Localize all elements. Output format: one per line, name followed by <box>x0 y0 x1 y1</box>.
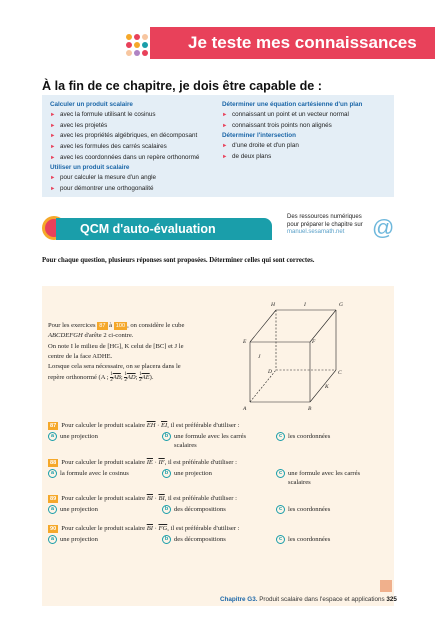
question-text: Pour calculer le produit scalaire <box>61 525 147 532</box>
option-letter: a <box>48 535 57 544</box>
cube-label-e: E <box>243 339 247 345</box>
question-90: 90 Pour calculer le produit scalaire $\overline{BI} \cdot \overline{FG}$, il est préférable d'utiliser : a une projection b des décompositions c les coordonnées <box>50 525 331 543</box>
objective-heading: Calculer un produit scalaire <box>50 101 133 108</box>
question-number: 88 <box>50 460 57 466</box>
objective-heading: Utiliser un produit scalaire <box>50 164 130 172</box>
question-text: , il est préférable d'utiliser : <box>164 459 237 466</box>
objective-item: ► pour démontrer une orthogonalité <box>50 184 220 195</box>
question-87: 87 Pour calculer le produit scalaire $\overline{EH} \cdot \overline{EI}$, il est préférable d'utiliser : a une projection b une formule avec les carrés scalaires c les coordonnées <box>50 422 331 449</box>
vector: $\overline{BI}$ <box>146 525 153 532</box>
statement-text: On note I le milieu de [HG], K celui de [BC] et J le <box>48 342 184 350</box>
resources-note <box>287 214 363 237</box>
option-c[interactable] <box>276 469 386 487</box>
statement-text: repère orthonormé (A ; <box>48 374 111 382</box>
cube-name: ABCDEFGH <box>48 332 83 340</box>
question-number: 87 <box>50 423 57 429</box>
option-letter: b <box>162 505 171 514</box>
option-text: une formule avec les carrés scalaires <box>174 433 247 449</box>
option-b[interactable] <box>162 469 212 478</box>
objective-item: ► connaissant un point et un vecteur normal <box>222 110 390 121</box>
objective-item: ► de deux plans <box>222 152 390 163</box>
cube-diagram <box>238 296 358 414</box>
option-text: une projection <box>174 470 212 477</box>
option-text: des décompositions <box>174 506 226 513</box>
option-text: les coordonnées <box>288 536 331 543</box>
cube-label-b: B <box>308 406 312 412</box>
option-text: les coordonnées <box>288 433 331 440</box>
option-letter: c <box>276 469 285 478</box>
objectives-left-column <box>50 100 220 195</box>
objectives-title: À la fin de ce chapitre, je dois être capable de : <box>42 79 322 93</box>
question-text: , il est préférable d'utiliser : <box>167 422 240 429</box>
option-text: des décompositions <box>174 536 226 543</box>
cube-label-i: I <box>304 302 306 308</box>
qcm-instructions: Pour chaque question, plusieurs réponses sont proposées. Déterminer celles qui sont correctes. <box>42 257 315 264</box>
footer-chapter: Chapitre G3. <box>220 596 258 603</box>
question-88: 88 Pour calculer le produit scalaire $\overline{IE} \cdot \overline{IF}$, il est préférable d'utiliser : a la formule avec le cosinus b une projection c une formule avec les carrés scalaires <box>48 457 388 469</box>
separator: ; <box>135 374 140 382</box>
option-letter: b <box>162 432 171 441</box>
question-89: 89 Pour calculer le produit scalaire $\overline{BI} \cdot \overline{BI}$, il est préférable d'utiliser : a une projection b des décompositions c les coordonnées <box>50 495 331 513</box>
option-letter: b <box>162 535 171 544</box>
option-letter: c <box>276 505 285 514</box>
objective-heading: Déterminer une équation cartésienne d'un plan <box>222 101 363 108</box>
cube-label-d: D <box>268 369 272 375</box>
option-text: les coordonnées <box>288 506 331 513</box>
cube-label-h: H <box>271 302 275 308</box>
objective-item: ► pour calculer la mesure d'un angle <box>50 173 220 184</box>
page-banner: Je teste mes connaissances <box>150 27 435 59</box>
option-c[interactable] <box>276 505 330 514</box>
vector: $\overline{FG}$ <box>158 525 168 532</box>
question-text: Pour calculer le produit scalaire <box>61 459 147 466</box>
option-letter: b <box>162 469 171 478</box>
option-b[interactable] <box>162 505 226 514</box>
fraction: $\frac{1}{2}$ <box>139 372 142 384</box>
resources-line: Des ressources numériques <box>287 214 362 220</box>
cube-label-c: C <box>338 370 342 376</box>
cube-label-a: A <box>243 406 247 412</box>
resources-line: pour préparer le chapitre sur <box>287 221 363 228</box>
page-footer <box>220 596 397 603</box>
cube-label-k: K <box>325 384 329 390</box>
statement-text: d'arête 2 ci-contre. <box>82 332 134 340</box>
cube-label-g: G <box>339 302 343 308</box>
objective-heading: Déterminer l'intersection <box>222 132 296 140</box>
statement-text: , on considère le cube <box>127 322 185 329</box>
option-c[interactable] <box>276 535 330 544</box>
exercise-ref-tag: 87 <box>99 323 106 329</box>
option-text: une formule avec les carrés scalaires <box>288 470 361 486</box>
objective-item: ► avec les coordonnées dans un repère orthonormé <box>50 153 220 164</box>
footer-subtitle: Produit scalaire dans l'espace et applications <box>259 596 385 603</box>
fraction: $\frac{1}{2}$ <box>110 372 113 384</box>
page-number: 325 <box>386 596 397 603</box>
objective-item: ► connaissant trois points non alignés <box>222 121 390 132</box>
objective-item: ► avec les formules des carrés scalaires <box>50 142 220 153</box>
vector: $\overline{BI}$ <box>158 495 165 502</box>
vector: $\overline{IE}$ <box>146 459 153 466</box>
option-text: la formule avec le cosinus <box>60 470 129 477</box>
objectives-box <box>42 95 394 197</box>
question-text: Pour calculer le produit scalaire <box>61 422 147 429</box>
vector: $\overline{BI}$ <box>146 495 153 502</box>
option-text: une projection <box>60 536 98 543</box>
option-a[interactable] <box>48 469 129 478</box>
statement-text: Lorsque cela sera nécessaire, on se placera dans le <box>48 363 181 371</box>
exercise-statement <box>48 321 220 385</box>
vector-ae: $\overline{AE}$ <box>141 374 150 382</box>
decorative-dots <box>126 34 148 56</box>
objective-item: ► d'une droite et d'un plan <box>222 141 390 152</box>
statement-text: ). <box>149 374 154 382</box>
option-a[interactable] <box>48 432 98 441</box>
option-c[interactable] <box>276 432 330 441</box>
vector: $\overline{EH}$ <box>146 422 156 429</box>
option-text: une projection <box>60 506 98 513</box>
objective-item: ► avec les projetés <box>50 121 220 132</box>
objectives-right-column <box>222 100 390 163</box>
question-number: 89 <box>50 496 57 502</box>
separator: ; <box>120 374 125 382</box>
option-a[interactable] <box>48 535 98 544</box>
option-text: une projection <box>60 433 98 440</box>
at-icon: @ <box>372 215 395 240</box>
option-letter: a <box>48 432 57 441</box>
vector-ad: $\overline{AD}$ <box>126 374 136 382</box>
footer-tab <box>380 580 392 592</box>
vector: $\overline{IF}$ <box>158 459 165 466</box>
question-text: , il est préférable d'utiliser : <box>164 495 237 502</box>
vector-ab: $\overline{AB}$ <box>112 374 121 382</box>
option-a[interactable] <box>48 505 98 514</box>
statement-text: à <box>107 322 114 329</box>
question-number: 90 <box>50 526 57 532</box>
cube-label-f: F <box>312 339 316 345</box>
option-letter: a <box>48 505 57 514</box>
option-letter: c <box>276 535 285 544</box>
fraction: $\frac{1}{2}$ <box>124 372 127 384</box>
question-text: , il est préférable d'utiliser : <box>167 525 240 532</box>
option-b[interactable] <box>162 432 272 450</box>
cube-label-j: J <box>258 354 261 360</box>
option-letter: c <box>276 432 285 441</box>
statement-text: Pour les exercices <box>48 322 98 329</box>
objective-item: ► avec la formule utilisant le cosinus <box>50 110 220 121</box>
vector: $\overline{EI}$ <box>161 422 168 429</box>
qcm-title: QCM d'auto-évaluation <box>56 218 272 240</box>
question-text: Pour calculer le produit scalaire <box>61 495 147 502</box>
objective-item: ► avec les propriétés algébriques, en décomposant <box>50 131 220 142</box>
exercise-ref-tag: 100 <box>115 323 126 329</box>
option-letter: a <box>48 469 57 478</box>
option-b[interactable] <box>162 535 226 544</box>
statement-text: centre de la face ADHE. <box>48 352 113 360</box>
resources-link[interactable]: manuel.sesamath.net <box>287 229 345 235</box>
